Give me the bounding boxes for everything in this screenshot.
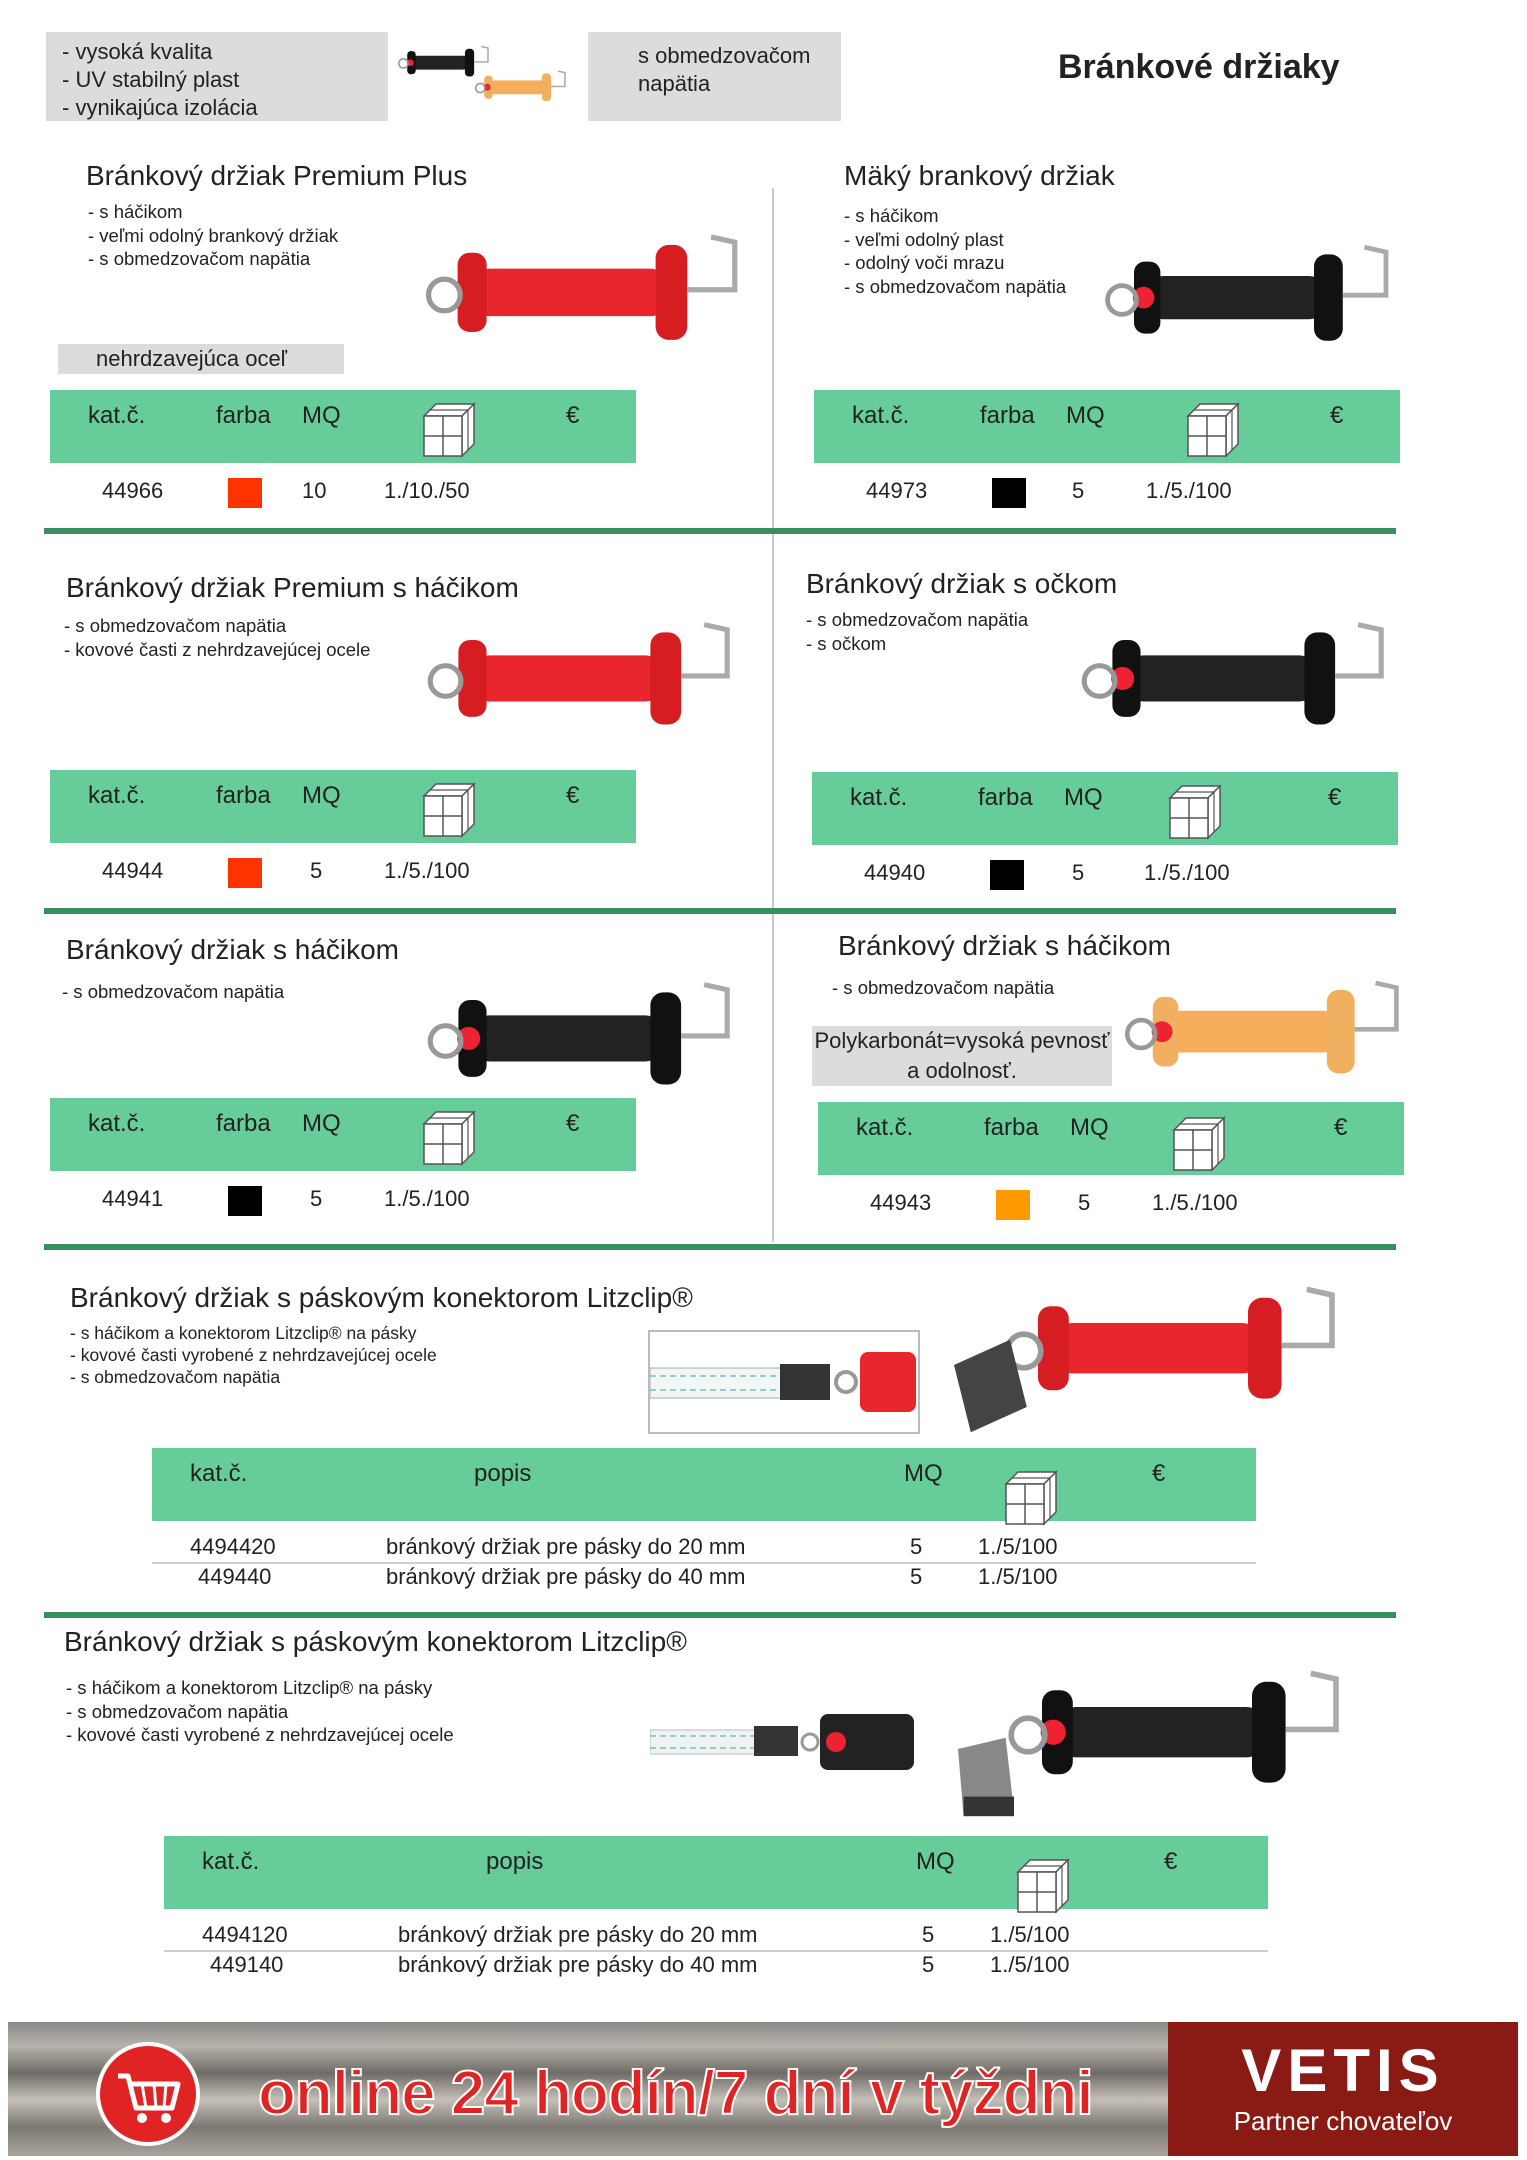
cat-number: 44943 — [870, 1190, 932, 1215]
brand-tagline: Partner chovateľov — [1233, 2106, 1453, 2136]
col-eur: € — [1164, 1848, 1178, 1875]
product-title: Bránkový držiak s háčikom — [838, 930, 1172, 961]
pack-value: 1./5/100 — [990, 1922, 1070, 1947]
table-header — [818, 1102, 1404, 1175]
material-note: nehrdzavejúca oceľ — [58, 344, 344, 374]
product-image — [1118, 966, 1408, 1102]
pack-value: 1./5./100 — [1152, 1190, 1238, 1215]
table-header — [50, 770, 636, 843]
product-title: Bránkový držiak Premium s háčikom — [66, 572, 519, 603]
shopping-cart-icon[interactable] — [96, 2042, 200, 2146]
brand-panel — [1168, 2022, 1518, 2156]
feature-item: - vynikajúca izolácia — [62, 95, 258, 120]
product-bullets — [88, 200, 338, 271]
col-mq: MQ — [302, 782, 341, 809]
table-header — [50, 1098, 636, 1171]
row-description: bránkový držiak pre pásky do 20 mm — [386, 1534, 746, 1559]
page-title: Bránkové držiaky — [1058, 48, 1340, 86]
col-kat: kat.č. — [88, 402, 146, 429]
row-description: bránkový držiak pre pásky do 20 mm — [398, 1922, 758, 1947]
bullet: - s háčikom — [844, 205, 939, 226]
pack-value: 1./5./100 — [1144, 860, 1230, 885]
mq-value: 5 — [922, 1922, 935, 1947]
litzclip-tape-image — [650, 1704, 914, 1778]
cat-number: 44966 — [102, 478, 164, 503]
bullet: - kovové časti vyrobené z nehrdzavejúcej ocele — [66, 1724, 454, 1745]
product-bullets — [844, 204, 1066, 298]
package-cube-icon — [422, 402, 476, 458]
row-description: bránkový držiak pre pásky do 40 mm — [398, 1952, 758, 1977]
section-divider — [44, 1244, 1396, 1250]
bullet: - s obmedzovačom napätia — [64, 615, 287, 636]
mq-value: 5 — [1072, 860, 1085, 885]
bullet: - kovové časti z nehrdzavejúcej ocele — [64, 638, 371, 660]
table-header — [152, 1448, 1256, 1521]
product-image — [420, 606, 740, 756]
col-popis: popis — [474, 1460, 532, 1487]
table-header — [814, 390, 1400, 463]
banner-slogan: online 24 hodín/7 dní v týždni — [258, 2059, 1093, 2128]
col-farba: farba — [978, 784, 1033, 811]
bullet: - s háčikom — [88, 201, 183, 222]
cat-number: 44944 — [102, 858, 164, 883]
col-kat: kat.č. — [856, 1114, 914, 1141]
pack-value: 1./5./100 — [1146, 478, 1232, 503]
cat-number: 44941 — [102, 1186, 164, 1211]
product-image — [1074, 606, 1394, 756]
bullet: - s háčikom a konektorom Litzclip® na pásky — [66, 1677, 433, 1698]
mq-value: 5 — [922, 1952, 935, 1977]
color-swatch — [228, 478, 262, 508]
package-cube-icon — [1186, 402, 1240, 458]
package-cube-icon — [1004, 1470, 1058, 1526]
bullet: - s obmedzovačom napätia — [806, 609, 1029, 630]
mq-value: 5 — [910, 1564, 923, 1589]
col-eur: € — [1328, 784, 1342, 811]
color-swatch — [990, 860, 1024, 890]
col-farba: farba — [216, 402, 271, 429]
pack-value: 1./5/100 — [978, 1564, 1058, 1589]
bullet: - kovové časti vyrobené z nehrdzavejúcej ocele — [70, 1345, 437, 1365]
section-divider — [44, 908, 1396, 914]
brand-logo: VETIS — [1241, 2037, 1445, 2104]
column-divider — [772, 530, 774, 910]
col-mq: MQ — [916, 1848, 955, 1875]
features-box — [46, 32, 841, 121]
col-mq: MQ — [904, 1460, 943, 1487]
product-image — [418, 220, 748, 370]
col-farba: farba — [216, 1110, 271, 1137]
material-note: Polykarbonát=vysoká pevnosť a odolnosť. — [812, 1026, 1112, 1086]
col-eur: € — [566, 1110, 580, 1137]
package-cube-icon — [1168, 784, 1222, 840]
package-cube-icon — [422, 782, 476, 838]
product-title: Bránkový držiak s háčikom — [66, 934, 400, 965]
section-divider — [44, 1612, 1396, 1618]
features-list — [62, 38, 258, 122]
package-cube-icon — [422, 1110, 476, 1166]
product-image — [1098, 230, 1398, 370]
cat-number: 44940 — [864, 860, 926, 885]
col-eur: € — [566, 402, 580, 429]
section-divider — [44, 528, 1396, 534]
pack-value: 1./5/100 — [978, 1534, 1058, 1559]
col-farba: farba — [984, 1114, 1039, 1141]
bullet: - s obmedzovačom napätia — [832, 977, 1055, 998]
col-kat: kat.č. — [202, 1848, 260, 1875]
color-swatch — [992, 478, 1026, 508]
pack-value: 1./5./100 — [384, 858, 470, 883]
pack-value: 1./5/100 — [990, 1952, 1070, 1977]
bullet: - veľmi odolný plast — [844, 228, 1004, 250]
col-kat: kat.č. — [852, 402, 910, 429]
mq-value: 5 — [310, 858, 323, 883]
col-farba: farba — [216, 782, 271, 809]
row-description: bránkový držiak pre pásky do 40 mm — [386, 1564, 746, 1589]
product-title: Mäký brankový držiak — [844, 160, 1115, 191]
bullet: - s obmedzovačom napätia — [62, 981, 285, 1002]
col-eur: € — [1330, 402, 1344, 429]
col-kat: kat.č. — [88, 782, 146, 809]
product-bullets — [832, 976, 1054, 1000]
col-eur: € — [1334, 1114, 1348, 1141]
pack-value: 1./5./100 — [384, 1186, 470, 1211]
product-bullets — [66, 1676, 454, 1747]
package-cube-icon — [1172, 1116, 1226, 1172]
feature-item: - UV stabilný plast — [62, 67, 240, 92]
table-header — [50, 390, 636, 463]
mq-value: 5 — [1078, 1190, 1091, 1215]
product-bullets — [62, 980, 284, 1004]
footer-banner — [8, 2022, 1518, 2156]
mq-value: 5 — [1072, 478, 1085, 503]
litzclip-tape-image — [648, 1330, 920, 1434]
product-bullets — [806, 608, 1028, 655]
bullet: - s očkom — [806, 632, 887, 654]
package-cube-icon — [1016, 1858, 1070, 1914]
color-swatch — [228, 1186, 262, 1216]
col-mq: MQ — [1064, 784, 1103, 811]
cat-number: 449440 — [198, 1564, 272, 1589]
product-title: Bránkový držiak s páskovým konektorom Litzclip® — [64, 1626, 687, 1657]
mq-value: 5 — [310, 1186, 323, 1211]
features-side-note: s obmedzovačom napätia — [638, 43, 811, 96]
col-kat: kat.č. — [88, 1110, 146, 1137]
column-divider — [772, 912, 774, 1242]
col-mq: MQ — [1066, 402, 1105, 429]
col-kat: kat.č. — [850, 784, 908, 811]
cat-number: 4494420 — [190, 1534, 276, 1559]
col-popis: popis — [486, 1848, 544, 1875]
bullet: - odolný voči mrazu — [844, 252, 1005, 273]
col-mq: MQ — [302, 1110, 341, 1137]
features-thumbnail — [388, 32, 588, 121]
color-swatch — [996, 1190, 1030, 1220]
bullet: - s obmedzovačom napätia — [66, 1700, 289, 1722]
col-mq: MQ — [302, 402, 341, 429]
cat-number: 449140 — [210, 1952, 284, 1977]
mq-value: 5 — [910, 1534, 923, 1559]
product-bullets — [64, 614, 370, 661]
col-mq: MQ — [1070, 1114, 1109, 1141]
table-header — [164, 1836, 1268, 1909]
col-kat: kat.č. — [190, 1460, 248, 1487]
cat-number: 4494120 — [202, 1922, 288, 1947]
pack-value: 1./10./50 — [384, 478, 470, 503]
product-image — [420, 966, 740, 1116]
cat-number: 44973 — [866, 478, 928, 503]
col-farba: farba — [980, 402, 1035, 429]
bullet: - veľmi odolný brankový držiak — [88, 224, 339, 246]
product-bullets — [70, 1322, 437, 1388]
bullet: - s obmedzovačom napätia — [88, 248, 311, 269]
column-divider — [772, 188, 774, 528]
product-title: Bránkový držiak Premium Plus — [86, 160, 468, 191]
table-header — [812, 772, 1398, 845]
feature-item: - vysoká kvalita — [62, 39, 213, 64]
mq-value: 10 — [302, 478, 327, 503]
color-swatch — [228, 858, 262, 888]
product-image — [944, 1650, 1364, 1820]
bullet: - s obmedzovačom napätia — [844, 275, 1067, 297]
product-image — [940, 1266, 1360, 1436]
bullet: - s obmedzovačom napätia — [70, 1367, 281, 1387]
col-eur: € — [566, 782, 580, 809]
product-title: Bránkový držiak s páskovým konektorom Litzclip® — [70, 1282, 693, 1313]
col-eur: € — [1152, 1460, 1166, 1487]
bullet: - s háčikom a konektorom Litzclip® na pásky — [70, 1323, 417, 1343]
product-title: Bránkový držiak s očkom — [806, 568, 1118, 599]
